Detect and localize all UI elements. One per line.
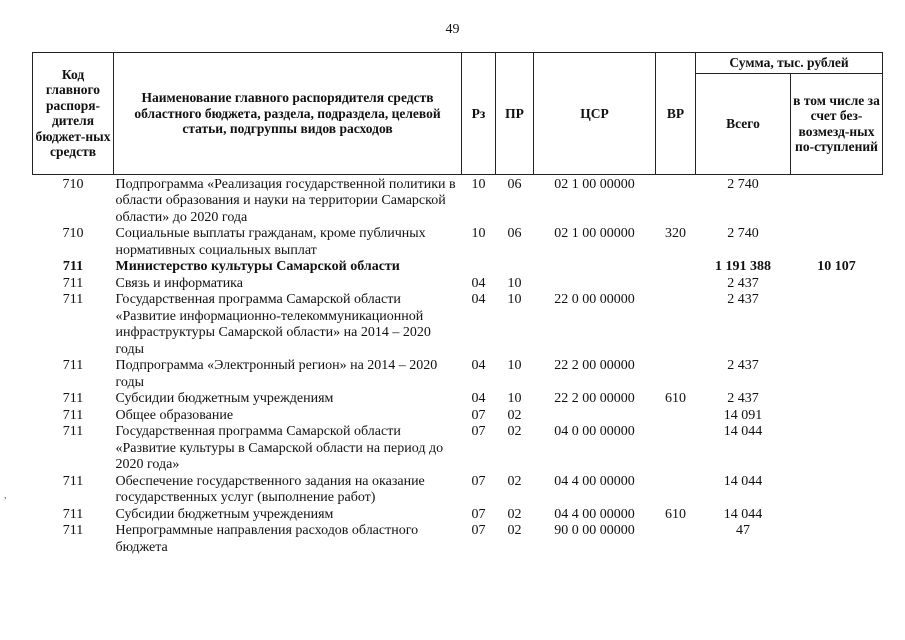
cell-free: [791, 276, 883, 293]
cell-csr: 04 4 00 00000: [554, 506, 635, 522]
cell-free: [791, 358, 883, 391]
header-name: Наименование главного распорядителя средств областного бюджета, раздела, подраздела, целевой статьи, подгруппы видов расходов: [114, 53, 462, 175]
cell-vr: [656, 174, 696, 226]
cell-name: Государственная программа Самарской области «Развитие культуры в Самарской области на период до 2020 года»: [115, 424, 444, 472]
cell-rz: 04: [471, 391, 486, 406]
cell-code: 711: [62, 259, 84, 274]
cell-code: 711: [62, 473, 84, 489]
stray-mark: ,: [4, 490, 7, 501]
cell-total: 2 740: [727, 176, 759, 192]
cell-free: [791, 292, 883, 358]
cell-vr: [656, 408, 696, 425]
header-code: Код главного распоря-дителя бюджет-ных средств: [33, 53, 114, 175]
header-vr: ВР: [656, 53, 696, 175]
cell-total: 2 437: [727, 358, 759, 373]
cell-csr: 02 1 00 00000: [554, 226, 635, 241]
cell-csr: 04 0 00 00000: [554, 424, 635, 439]
table-row: [33, 259, 883, 276]
cell-rz: 07: [471, 424, 486, 439]
header-total: Всего: [696, 73, 791, 174]
cell-code: 711: [62, 275, 84, 291]
cell-vr: [656, 358, 696, 391]
cell-vr: [656, 424, 696, 474]
cell-pr: 02: [507, 523, 522, 538]
cell-vr: 610: [665, 391, 686, 406]
cell-free: 10 107: [817, 259, 856, 274]
cell-csr: 22 2 00 00000: [554, 358, 635, 373]
cell-csr: 22 2 00 00000: [554, 391, 635, 406]
cell-csr: 04 4 00 00000: [554, 473, 635, 489]
header-row-1: [33, 53, 883, 74]
cell-csr: 90 0 00 00000: [554, 523, 635, 538]
cell-name: Субсидии бюджетным учреждениям: [115, 506, 334, 522]
cell-free: [791, 507, 883, 524]
table-row: [33, 358, 883, 391]
cell-code: 711: [62, 358, 84, 373]
cell-pr: 02: [507, 424, 522, 439]
cell-pr: 10: [507, 391, 522, 406]
cell-code: 711: [62, 506, 84, 522]
cell-pr: 10: [507, 292, 522, 307]
cell-total: 14 091: [723, 407, 763, 423]
cell-vr: 610: [665, 506, 686, 522]
cell-total: 2 437: [727, 275, 759, 291]
cell-free: [791, 408, 883, 425]
cell-rz: 07: [471, 407, 486, 423]
cell-total: 2 437: [727, 391, 759, 406]
cell-pr: 10: [507, 358, 522, 373]
cell-pr: 02: [507, 473, 522, 489]
cell-name: Связь и информатика: [115, 275, 243, 291]
cell-total: 1 191 388: [715, 259, 771, 274]
cell-total: 14 044: [723, 506, 763, 522]
cell-rz: 07: [471, 523, 486, 538]
cell-pr: 10: [507, 275, 522, 291]
cell-name: Государственная программа Самарской области «Развитие информационно-телекоммуникационной инфраструктуры Самарской области» на 2014 – 2020 годы: [115, 292, 431, 357]
cell-code: 711: [62, 407, 84, 423]
header-sum-group: Сумма, тыс. рублей: [696, 53, 883, 74]
cell-csr: 22 0 00 00000: [554, 292, 635, 307]
cell-csr: [534, 276, 656, 293]
cell-name: Подпрограмма «Электронный регион» на 2014 – 2020 годы: [115, 358, 438, 390]
cell-vr: 320: [665, 226, 686, 241]
table-row: [33, 276, 883, 293]
cell-pr: 02: [507, 506, 522, 522]
cell-csr: [534, 408, 656, 425]
cell-name: Подпрограмма «Реализация государственной политики в области образования и науки на территории Самарской области» до 2020 года: [115, 176, 456, 225]
cell-rz: [462, 259, 496, 276]
cell-total: 14 044: [723, 473, 763, 489]
cell-rz: 04: [471, 292, 486, 307]
table-body: [33, 174, 883, 556]
cell-code: 711: [62, 391, 84, 406]
cell-free: [791, 174, 883, 226]
cell-name: Субсидии бюджетным учреждениям: [115, 391, 334, 406]
cell-total: 2 437: [727, 292, 759, 307]
table-row: [33, 424, 883, 474]
header-free: в том числе за счет без-возмезд-ных по-ступлений: [791, 73, 883, 174]
cell-code: 711: [62, 523, 84, 538]
cell-csr: 02 1 00 00000: [554, 176, 635, 192]
cell-code: 710: [62, 226, 84, 241]
cell-csr: [534, 259, 656, 276]
cell-code: 710: [62, 176, 84, 192]
cell-rz: 04: [471, 358, 486, 373]
table-row: [33, 292, 883, 358]
cell-free: [791, 226, 883, 259]
cell-vr: [656, 276, 696, 293]
table-row: [33, 174, 883, 226]
header-pr: ПР: [496, 53, 534, 175]
cell-name: Обеспечение государственного задания на оказание государственных услуг (выполнение работ): [115, 473, 425, 505]
cell-free: [791, 391, 883, 408]
cell-total: 14 044: [723, 424, 763, 439]
cell-rz: 04: [471, 275, 486, 291]
cell-name: Непрограммные направления расходов областного бюджета: [115, 523, 419, 555]
cell-code: 711: [62, 292, 84, 307]
cell-vr: [656, 474, 696, 507]
table-row: [33, 391, 883, 408]
cell-vr: [656, 292, 696, 358]
cell-name: Социальные выплаты гражданам, кроме публичных нормативных социальных выплат: [115, 226, 426, 258]
table-row: [33, 408, 883, 425]
cell-total: 2 740: [727, 226, 759, 241]
cell-total: 47: [736, 523, 750, 538]
cell-free: [791, 474, 883, 507]
table-row: [33, 474, 883, 507]
cell-free: [791, 523, 883, 556]
budget-table: [32, 52, 883, 556]
table-row: [33, 507, 883, 524]
table-row: [33, 226, 883, 259]
page-number: 49: [445, 22, 460, 37]
table-row: [33, 523, 883, 556]
cell-rz: 10: [471, 176, 486, 192]
header-csr: ЦСР: [534, 53, 656, 175]
cell-rz: 10: [471, 226, 486, 241]
cell-vr: [656, 523, 696, 556]
cell-pr: [496, 259, 534, 276]
cell-pr: 06: [507, 176, 522, 192]
cell-name: Общее образование: [115, 407, 234, 423]
cell-rz: 07: [471, 473, 486, 489]
cell-name: Министерство культуры Самарской области: [115, 259, 400, 274]
header-rz: Рз: [462, 53, 496, 175]
cell-pr: 02: [507, 407, 522, 423]
cell-code: 711: [62, 424, 84, 439]
cell-free: [791, 424, 883, 474]
cell-pr: 06: [507, 226, 522, 241]
cell-vr: [656, 259, 696, 276]
cell-rz: 07: [471, 506, 486, 522]
